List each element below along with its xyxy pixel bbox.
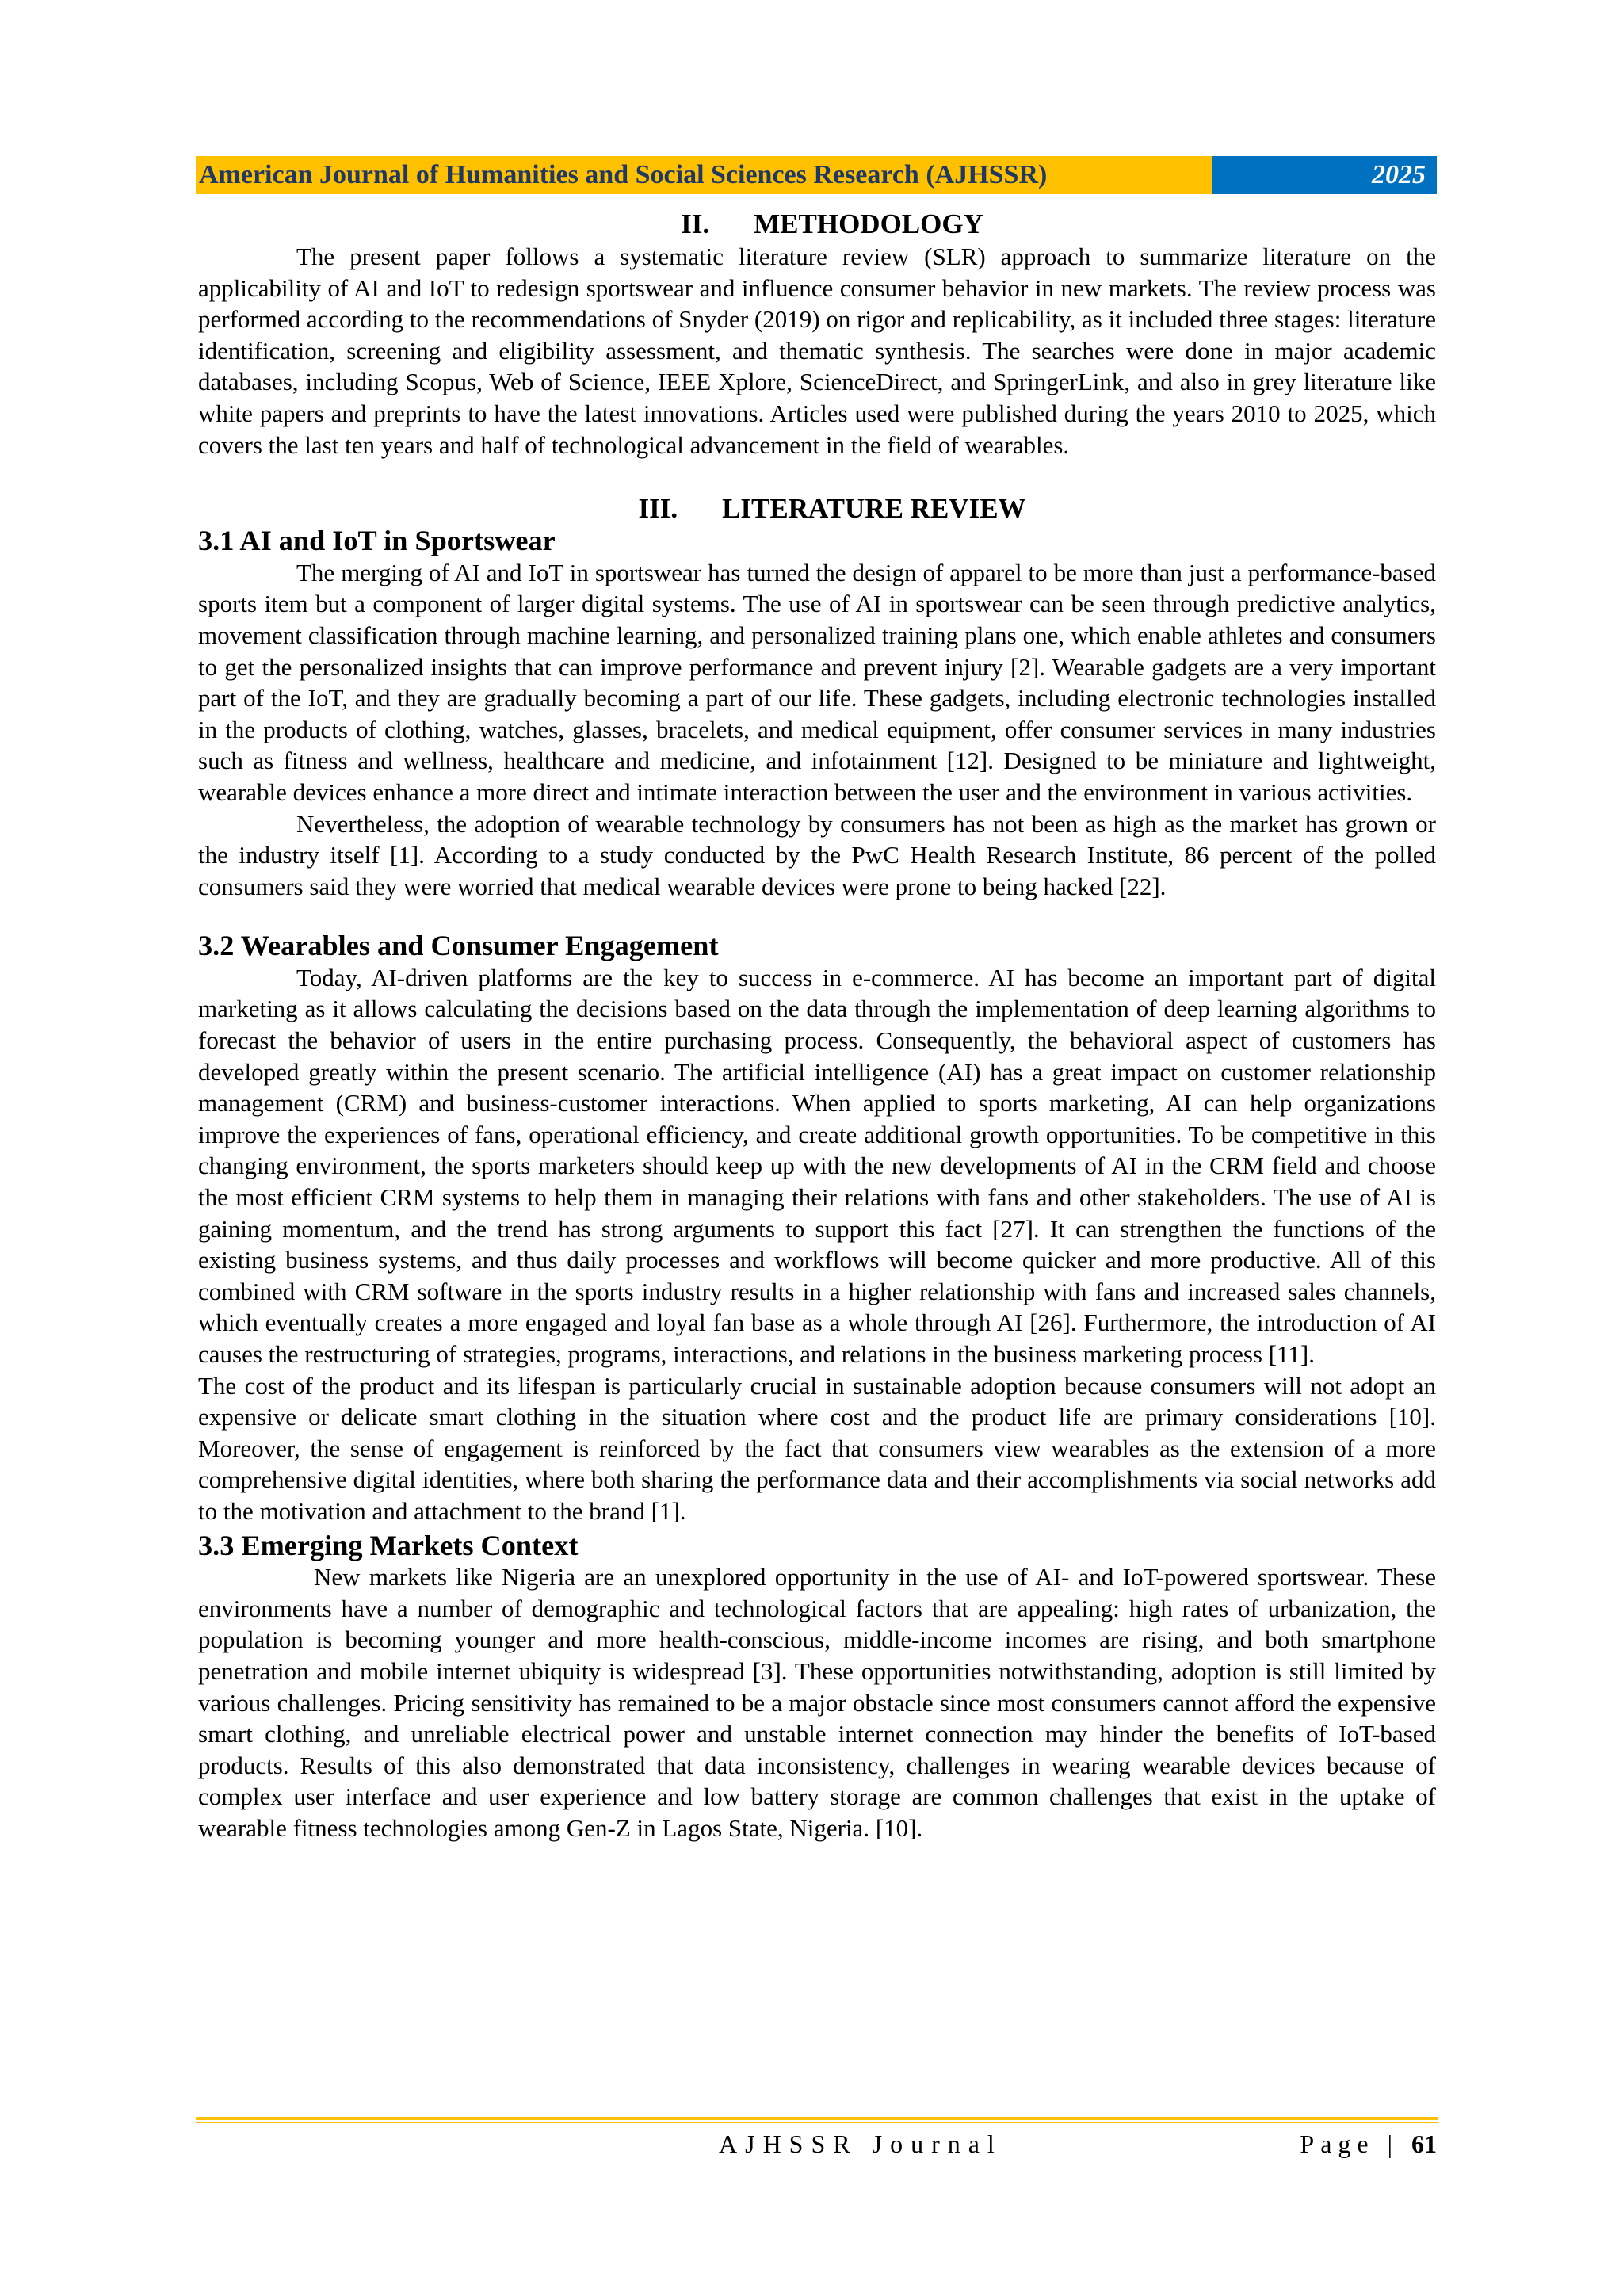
section-number: II. bbox=[681, 208, 710, 239]
running-footer bbox=[196, 2126, 1438, 2161]
paragraph-3-1-b: Nevertheless, the adoption of wearable technology by consumers has not been as high as the market has grown or the industry itself [1]. According to a study conducted by the PwC Health Research Institute, 86 percent of the polled consumers said they were worried that medical wearable devices were prone to being hacked [22]. bbox=[198, 809, 1436, 900]
paragraph-3-3-a: New markets like Nigeria are an unexplored opportunity in the use of AI- and IoT-powered sportswear. These environments have a number of demographic and technological factors that are appealing: high rates of urbanization, the population is becoming younger and more health-conscious, middle-income incomes are rising, and both smartphone penetration and mobile internet ubiquity is widespread [3]. These opportunities notwithstanding, adoption is still limited by various challenges. Pricing sensitivity has remained to be a major obstacle since most consumers cannot afford the expensive smart clothing, and unreliable electrical power and unstable internet connection may hinder the benefits of IoT-based products. Results of this also demonstrated that data inconsistency, challenges in wearing wearable devices because of complex user interface and user experience and low battery storage are common challenges that exist in the uptake of wearable fitness technologies among Gen-Z in Lagos State, Nigeria. [10]. bbox=[198, 1563, 1436, 1842]
publication-year: 2025 bbox=[1212, 156, 1437, 194]
page-label: Page | bbox=[1300, 2130, 1399, 2158]
subsection-heading-3-1: 3.1 AI and IoT in Sportswear bbox=[198, 525, 556, 557]
footer-divider bbox=[196, 2117, 1438, 2120]
footer-page-label bbox=[1300, 2126, 1437, 2161]
methodology-heading bbox=[198, 208, 1436, 241]
section-title: METHODOLOGY bbox=[754, 208, 983, 239]
section-title: LITERATURE REVIEW bbox=[722, 493, 1026, 525]
running-header bbox=[196, 156, 1437, 194]
footer-journal-name: AJHSSR Journal bbox=[719, 2130, 1002, 2158]
section-number: III. bbox=[638, 493, 678, 525]
footer-divider-thin bbox=[196, 2122, 1438, 2123]
paragraph-3-2-a: Today, AI-driven platforms are the key to success in e-commerce. AI has become an important part of digital marketing as it allows calculating the decisions based on the data through the implementation of deep learning algorithms to forecast the behavior of users in the entire purchasing process. Consequently, the behavioral aspect of customers has developed greatly within the present scenario. The artificial intelligence (AI) has a great impact on customer relationship management (CRM) and business-customer interactions. When applied to sports marketing, AI can help organizations improve the experiences of fans, operational efficiency, and create additional growth opportunities. To be competitive in this changing environment, the sports marketers should keep up with the new developments of AI in the CRM field and choose the most efficient CRM systems to help them in managing their relations with fans and other stakeholders. The use of AI is gaining momentum, and the trend has strong arguments to support this fact [27]. It can strengthen the functions of the existing business systems, and thus daily processes and workflows will become quicker and more productive. All of this combined with CRM software in the sports industry results in a higher relationship with fans and increased sales channels, which eventually creates a more engaged and loyal fan base as a whole through AI [26]. Furthermore, the introduction of AI causes the restructuring of strategies, programs, interactions, and relations in the business marketing process [11]. bbox=[198, 963, 1436, 1368]
methodology-paragraph: The present paper follows a systematic literature review (SLR) approach to summarize literature on the applicability of AI and IoT to redesign sportswear and influence consumer behavior in new markets. The review process was performed according to the recommendations of Snyder (2019) on rigor and replicability, as it included three stages: literature identification, screening and eligibility assessment, and thematic synthesis. The searches were done in major academic databases, including Scopus, Web of Science, IEEE Xplore, ScienceDirect, and SpringerLink, and also in grey literature like white papers and preprints to have the latest innovations. Articles used were published during the years 2010 to 2025, which covers the last ten years and half of technological advancement in the field of wearables. bbox=[198, 243, 1436, 459]
subsection-heading-3-2: 3.2 Wearables and Consumer Engagement bbox=[198, 930, 719, 962]
journal-title: American Journal of Humanities and Social Sciences Research (AJHSSR) bbox=[196, 156, 1212, 194]
paragraph-3-2-b: The cost of the product and its lifespan is particularly crucial in sustainable adoption because consumers will not adopt an expensive or delicate smart clothing in the situation where cost and the product life are primary considerations [10]. Moreover, the sense of engagement is reinforced by the fact that consumers view wearables as the extension of a more comprehensive digital identities, where both sharing the performance data and their accomplishments via social networks add to the motivation and attachment to the brand [1]. bbox=[198, 1371, 1436, 1525]
page-number: 61 bbox=[1411, 2130, 1437, 2158]
article-body bbox=[198, 208, 1436, 1844]
paragraph-3-1-a: The merging of AI and IoT in sportswear has turned the design of apparel to be more than just a performance-based sports item but a component of larger digital systems. The use of AI in sportswear can be seen through predictive analytics, movement classification through machine learning, and personalized training plans one, which enable athletes and consumers to get the personalized insights that can improve performance and prevent injury [2]. Wearable gadgets are a very important part of the IoT, and they are gradually becoming a part of our life. These gadgets, including electronic technologies installed in the products of clothing, watches, glasses, bracelets, and medical equipment, offer consumer services in many industries such as fitness and wellness, healthcare and medicine, and infotainment [12]. Designed to be miniature and lightweight, wearable devices enhance a more direct and intimate interaction between the user and the environment in various activities. bbox=[198, 558, 1436, 806]
subsection-heading-3-3: 3.3 Emerging Markets Context bbox=[198, 1529, 579, 1561]
literature-review-heading bbox=[198, 492, 1436, 525]
